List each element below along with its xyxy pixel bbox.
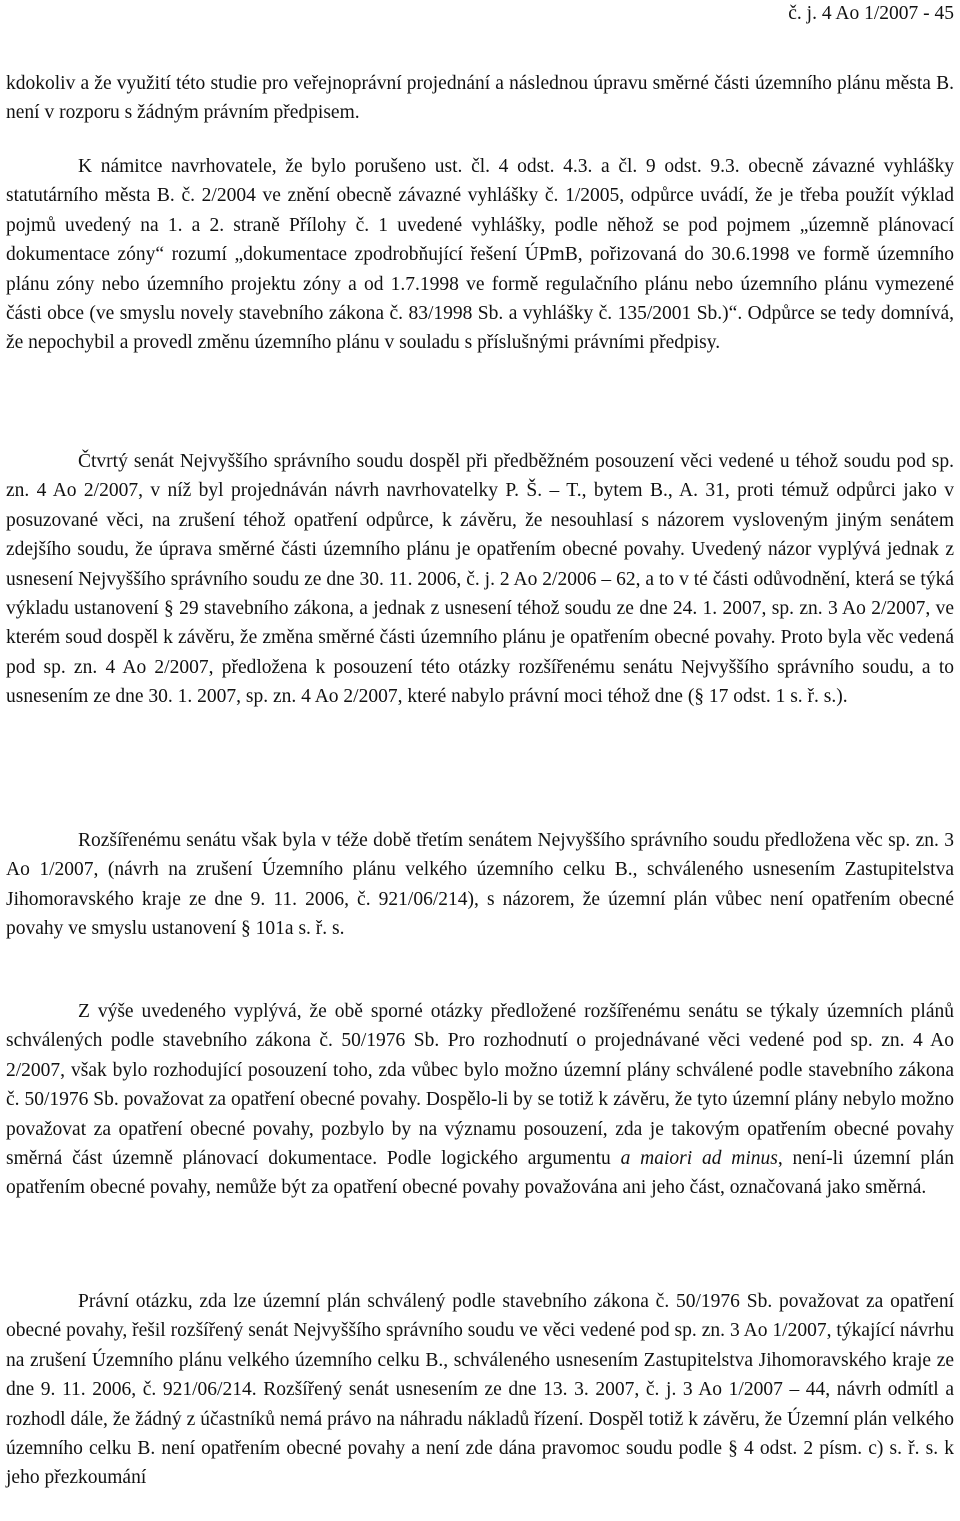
latin-phrase: a maiori ad minus [620, 1148, 778, 1170]
paragraph-extended-senate: Rozšířenému senátu však byla v téže době třetím senátem Nejvyššího správního soudu předložena věc sp. zn. 3 Ao 1/2007, (návrh na zrušení Územního plánu velkého územního celku B., schváleného usnesením Zastupitelstva Jihomoravského kraje ze dne 9. 11. 2006, č. 921/06/214), s názorem, že územní plán vůbec není opatřením obecné povahy ve smyslu ustanovení § 101a s. ř. s. [6, 830, 954, 940]
case-reference: č. j. 4 Ao 1/2007 - 45 [788, 3, 954, 24]
paragraph-legal-question: Právní otázku, zda lze územní plán schválený podle stavebního zákona č. 50/1976 Sb. považovat za opatření obecné povahy, řešil rozšířený senát Nejvyššího správního soudu ve věci vedené pod sp. zn. 3 Ao 1/2007, týkající návrhu na zrušení Územního plánu velkého územního celku B., schváleného usnesením Zastupitelstva Jihomoravského kraje ze dne 9. 11. 2006, č. 921/06/214. Rozšířený senát usnesením ze dne 13. 3. 2007, č. j. 3 Ao 1/2007 – 44, návrh odmítl a rozhodl dále, že žádný z účastníků nemá právo na náhradu nákladů řízení. Dospěl totiž k závěru, že Územní plán velkého územního celku B. není opatřením obecné povahy a není zde dána pravomoc soudu podle § 4 odst. 2 písm. c) s. ř. s. k jeho přezkoumání [6, 1291, 954, 1489]
paragraph-continuation: kdokoliv a že využití této studie pro veřejnoprávní projednání a následnou úpravu směrné části územního plánu města B. není v rozporu s žádným právním předpisem. [6, 73, 954, 124]
paragraph-conclusion-text-1: Z výše uvedeného vyplývá, že obě sporné otázky předložené rozšířenému senátu se týkaly územních plánů schválených podle stavebního zákona č. 50/1976 Sb. Pro rozhodnutí o projednávané věci vedené pod sp. zn. 4 Ao 2/2007, však bylo rozhodující posouzení toho, zda vůbec bylo možno územní plány schválené podle stavebního zákona č. 50/1976 Sb. považovat za opatření obecné povahy. Dospělo-li by se totiž k závěru, že tyto územní plány nebylo možno považovat za opatření obecné povahy, pozbylo by na významu posouzení, zda je takovým opatřením obecné povahy směrná část územně plánovací dokumentace. Podle logického argumentu [6, 1001, 954, 1170]
paragraph-conclusion-text-2: , není-li územní plán opatřením obecné povahy, nemůže být za opatření obecné povahy považována ani jeho část, označovaná jako směrná. [6, 1148, 954, 1199]
paragraph-conclusion [6, 997, 954, 1203]
paragraph-objection: K námitce navrhovatele, že bylo porušeno ust. čl. 4 odst. 4.3. a čl. 9 odst. 9.3. obecně závazné vyhlášky statutárního města B. č. 2/2004 ve znění obecně závazné vyhlášky č. 1/2005, odpůrce uvádí, že je třeba použít výklad pojmů uvedený na 1. a 2. straně Přílohy č. 1 uvedené vyhlášky, podle něhož se pod pojmem „územně plánovací dokumentace zóny“ rozumí „dokumentace zpodrobňující řešení ÚPmB, pořizovaná do 30.6.1998 ve formě územního plánu zóny nebo územního projektu zóny a od 1.7.1998 ve formě regulačního plánu nebo územního plánu vymezené části obce (ve smyslu novely stavebního zákona č. 83/1998 Sb. a vyhlášky č. 135/2001 Sb.)“. Odpůrce se tedy domnívá, že nepochybil a provedl změnu územního plánu v souladu s příslušnými právními předpisy. [6, 156, 954, 354]
paragraph-fourth-senate: Čtvrtý senát Nejvyššího správního soudu dospěl při předběžném posouzení věci vedené u téhož soudu pod sp. zn. 4 Ao 2/2007, v níž byl projednáván návrh navrhovatelky P. Š. – T., bytem B., A. 31, proti témuž odpůrci jako v posuzované věci, na zrušení téhož opatření odpůrce, k závěru, že nesouhlasí s názorem vysloveným jiným senátem zdejšího soudu, že úprava směrné části územního plánu je opatřením obecné povahy. Uvedený názor vyplývá jednak z usnesení Nejvyššího správního soudu ze dne 30. 11. 2006, č. j. 2 Ao 2/2006 – 62, a to v té části odůvodnění, která se týká výkladu ustanovení § 29 stavebního zákona, a jednak z usnesení téhož soudu ze dne 24. 1. 2007, sp. zn. 3 Ao 2/2007, ve kterém soud dospěl k závěru, že změna směrné části územního plánu je opatřením obecné povahy. Proto byla věc vedená pod sp. zn. 4 Ao 2/2007, předložena k posouzení této otázky rozšířenému senátu Nejvyššího správního soudu, a to usnesením ze dne 30. 1. 2007, sp. zn. 4 Ao 2/2007, které nabylo právní moci téhož dne (§ 17 odst. 1 s. ř. s.). [6, 451, 954, 708]
